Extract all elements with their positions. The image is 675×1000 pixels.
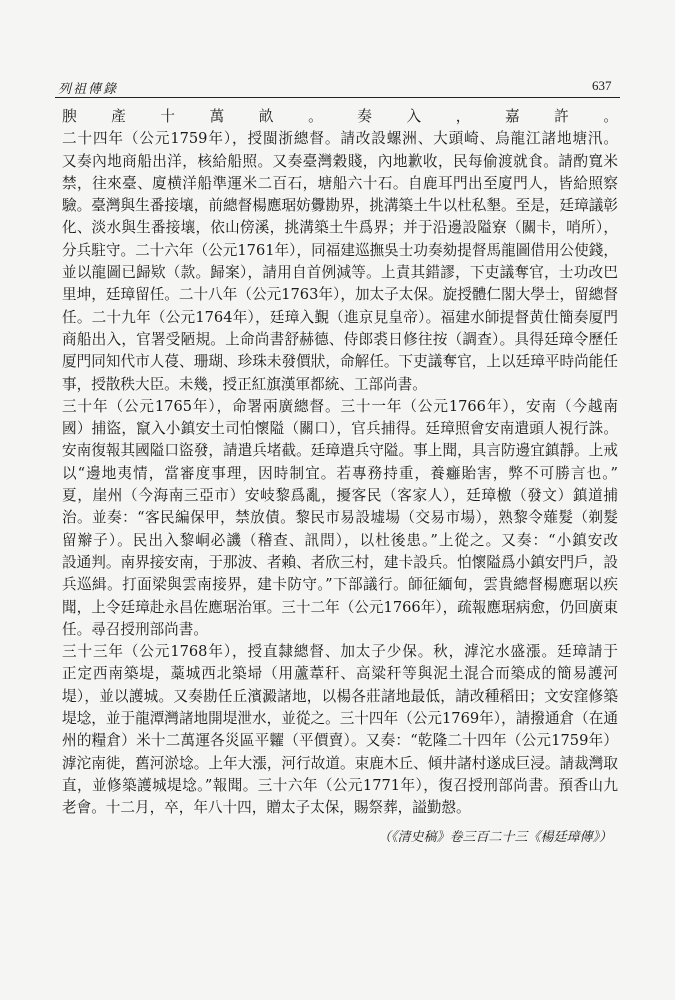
running-title: 列祖傳錄 — [58, 82, 119, 97]
text-line: 滹沱南徙，舊河淤埝。上年大漲，河行故道。束鹿木丘、傾井諸村遂成巨浸。請裁灣取 — [62, 754, 618, 772]
text-line: 厦門同知代市人葠、珊瑚、珍珠未發價狀，命解任。下吏議奪官，上以廷璋平時尚能任 — [62, 353, 618, 371]
text-line: 任。二十九年（公元1764年），廷璋入覲（進京見皇帝）。福建水師提督黄仕簡奏厦門 — [62, 308, 618, 326]
paragraph — [62, 396, 618, 641]
text-line: 堤埝，並于龍潭灣諸地開堤泄水，並從之。三十四年（公元1769年），請撥通倉（在通 — [62, 710, 618, 728]
paragraph — [62, 106, 618, 396]
text-line: 禁，往來臺、廈横洋船準運米二百石，塘船六十石。自鹿耳門出至廈門人，皆給照察 — [62, 174, 618, 192]
text-line: 商船出入，官署受陋規。上命尚書舒赫德、侍郎裘日修往按（調查）。具得廷璋令歷任 — [62, 330, 618, 348]
text-line: 國）捕盜，竄入小鎮安土司怕懷隘（關口），官兵捕得。廷璋照會安南遣頭人視行誅。 — [62, 420, 618, 438]
text-line: 里坤，廷璋留任。二十八年（公元1763年），加太子太保。旋授體仁閣大學士，留總督 — [62, 286, 618, 304]
text-line: 腴產十萬畝。奏入，嘉許。 — [62, 108, 618, 125]
text-line: 聞，上令廷璋赴永昌佐應琚治軍。三十二年（公元1766年），疏報應琚病愈，仍回廣東 — [62, 598, 618, 616]
text-line: 老會。十二月，卒，年八十四，贈太子太保，賜祭葬，謚勤慤。 — [62, 799, 471, 817]
text-line: 以“邊地夷情，當審度事理，因時制宜。若專務持重，養癰貽害，弊不可勝言也。” — [62, 464, 618, 482]
page-number: 637 — [592, 78, 612, 93]
text-line: 任。尋召授刑部尚書。 — [62, 620, 208, 638]
paragraph — [62, 641, 618, 819]
text-line: 留辮子）。民出入黎峒必譏（稽查、訊問），以杜後患。”上從之。又奏：“小鎮安改 — [62, 531, 618, 549]
text-line: 兵巡緝。打面梁與雲南接界，建卡防守。”下部議行。師征緬甸，雲貴總督楊應琚以疾 — [62, 576, 618, 594]
text-line: 又奏內地商船出洋，核給船照。又奏臺灣穀賤，內地歉收，民每偷渡就食。請酌寬米 — [62, 152, 618, 170]
text-line: 正定西南築堤，藁城西北築埽（用蘆葦秆、高粱秆等與泥土混合而築成的簡易護河 — [62, 665, 618, 683]
text-line: 夏，崖州（今海南三亞市）安岐黎爲亂，擾客民（客家人），廷璋檄（發文）鎮道捕 — [62, 487, 618, 505]
text-line: 直，並修築護城堤埝。”報聞。三十六年（公元1771年），復召授刑部尚書。預香山九 — [62, 776, 618, 794]
text-line: 三十年（公元1765年），命署兩廣總督。三十一年（公元1766年），安南（今越南 — [62, 397, 618, 415]
text-line: 事，授散秩大臣。未幾，授正紅旗漢軍都統、工部尚書。 — [62, 375, 427, 393]
text-line: 治。並奏：“客民編保甲，禁放債。黎民市易設墟場（交易市場），熟黎令薙髮（剃髮 — [62, 509, 618, 527]
text-line: 堤），並以護城。又奏勘任丘濱澱諸地，以楊各莊諸地最低，請改種稻田；文安窪修築 — [62, 687, 618, 705]
text-line: 並以龍圖已歸欵（款。歸案），請用自首例減等。上責其錯謬，下吏議奪官，士功改巴 — [62, 264, 618, 282]
text-line: 二十四年（公元1759年），授閩浙總督。請改設螺洲、大頭崎、烏龍江諸地塘汛。 — [62, 130, 618, 148]
text-line: 分兵駐守。二十六年（公元1761年），同福建巡撫吳士功奏劾提督馬龍圖借用公使錢， — [62, 241, 618, 259]
text-line: 三十三年（公元1768年），授直隸總督、加太子少保。秋，滹沱水盛漲。廷璋請于 — [62, 643, 618, 661]
source-citation: （《清史稿》卷三百二十三《楊廷璋傳》） — [377, 830, 612, 845]
text-line: 州的糧倉）米十二萬運各災區平糶（平價賣）。又奏：“乾隆二十四年（公元1759年） — [62, 732, 618, 750]
text-line: 化、淡水與生番接壤，依山傍溪，挑溝築土牛爲界；并于沿邊設隘寮（關卡，哨所）， — [62, 219, 618, 237]
text-line: 驗。臺灣與生番接壤，前總督楊應琚妨釁勘界，挑溝築土牛以杜私墾。至是，廷璋議彰 — [62, 197, 618, 215]
header-rule — [55, 97, 620, 98]
text-line: 設通判。南界接安南，于那波、者賴、者欣三村，建卡設兵。怕懷隘爲小鎮安門戶，設 — [62, 553, 618, 571]
text-line: 安南復報其國隘口盜發，請遣兵堵截。廷璋遣兵守隘。事上聞，具言防邊宜鎮靜。上戒 — [62, 442, 618, 460]
body-text — [62, 106, 618, 820]
